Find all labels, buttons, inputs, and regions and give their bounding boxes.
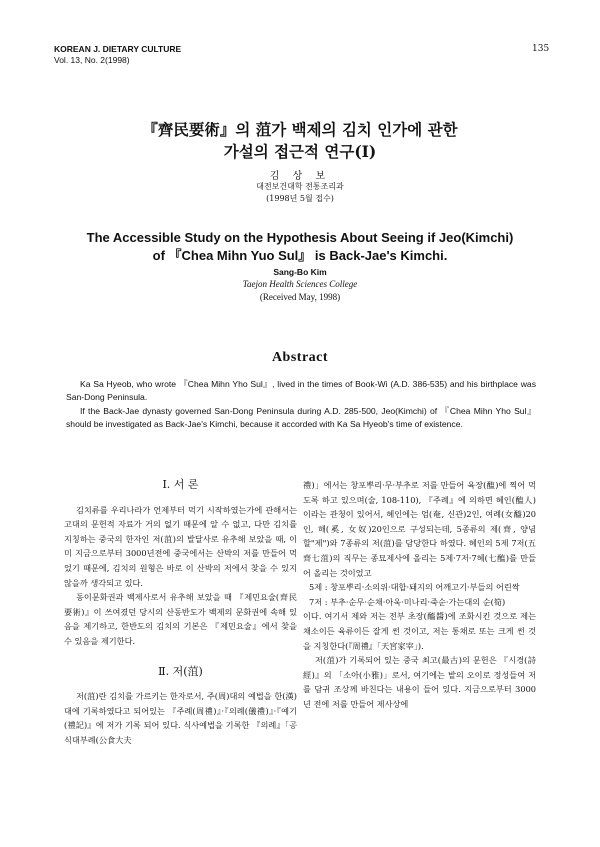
page-number: 135 [532,44,550,54]
list-item: 7저 : 부추·순무·순채·아욱·미나리·죽순·가는대의 순(筍) [309,596,506,607]
journal-volume: Vol. 13, No. 2(1998) [54,55,130,65]
abstract-paragraph-2: If the Back-Jae dynasty governed San-Dong Peninsula during A.D. 285-500, Jeo(Kimchi) of 『Chea Mihn Yho Sul』 should be investigated as Back-Jae's Kimchi, because it accorded with Ka Sa Hyeob's time of existence. [66,405,536,430]
body-paragraph: 동이문화권과 백제사로서 유추해 보았을 때 『제민요술(齊民要術)』이 쓰여졌던 당시의 산동반도가 백제의 문화권에 속해 있음을 제기하고, 한반도의 김치의 기본은 『제민요술』에서 찾을 수 있음을 제기한다. [64,592,297,646]
korean-affiliation: 대전보건대학 전통조리과 [256,182,344,191]
body-paragraph: 禮)」에서는 창포뿌리·무·부추로 저를 만들어 육장(醢)에 찍어 먹도록 하고 있으며(술, 108-110), 『주례』에 의하면 혜인(醢人)이라는 관청이 있어서, 혜인에는 엄(奄, 신관)2인, 여례(女醯)20인, 해(奚, 女奴)20인으로 구성되는데, 5종류의 제(齊, 양념할"제")와 7종류의 저(菹)를 담당한다 하였다. 혜인의 5제 7저(五齊七菹)의 직무는 종묘제사에 올리는 5제·7저·7혜(七醢)를 만들어 올리는 것이었고 [303,480,536,578]
abstract-paragraph-1: Ka Sa Hyeob, who wrote 『Chea Mihn Yho Sul』, lived in the times of Book-Wi (A.D. 386-535) and his birthplace was San-Dong Peninsula. [66,379,536,403]
korean-title-line2: 가설의 접근적 연구(Ⅰ) [223,142,377,161]
korean-received-date: (1998년 5월 접수) [266,194,334,203]
english-title-line2: of 『Chea Mihn Yuo Sul』 is Back-Jae's Kimchi. [152,248,448,263]
abstract-heading: Abstract [271,350,329,365]
korean-title [0,119,600,163]
english-author: Sang-Bo Kim [273,267,327,277]
left-column [64,478,297,748]
body-paragraph: 저(菹)가 기록되어 있는 중국 최고(最古)의 문헌은 『시경(詩經)』의 「소아(小雅)」로서, 여기에는 밭의 오이로 정성들여 저를 담귀 조상께 바친다는 내용이 들어 있다. 지금으로부터 3000년 전에 저를 만들어 제사상에 [303,655,536,709]
english-affiliation: Taejon Health Sciences College [242,279,358,289]
list-item: 5제 : 창포뿌리·소의위·대합·돼지의 어깨고기·부들의 어린싹 [309,582,520,593]
section-heading-jeo: Ⅱ. 저(菹) [158,664,203,678]
korean-author: 김 상 보 [269,171,331,182]
body-paragraph: 저(菹)란 김치를 가르키는 한자로서, 주(周)대의 예법을 한(漢)대에 기록하였다고 되어있는 『주례(周禮)』·『의례(儀禮)』·『예기(禮記)』에 저가 기록 되어 있다. 식사예법을 기록한 『의례』「공식대부례(公食大夫 [64,691,297,745]
abstract-body [66,378,536,432]
english-received-date: (Received May, 1998) [259,292,341,302]
journal-name: KOREAN J. DIETARY CULTURE [54,44,182,54]
right-column [303,478,536,712]
body-paragraph: 김치류를 우리나라가 언제부터 먹기 시작하였는가에 관해서는 고대의 문헌적 자료가 거의 없기 때문에 알 수 없고, 다만 김치를 지칭하는 중국의 한자인 저(菹)의 발달사로 유추해 보았을 때, 이미 지금으로부터 3000년전에 중국에서는 산박의 저를 만들어 먹었기 때문에, 김치의 원형은 바로 이 산박의 저에서 찾을 수 있지 않을까 생각되고 있다. [64,504,297,588]
english-title [0,229,600,265]
journal-header [54,44,181,66]
korean-title-line1: 『齊民要術』의 菹가 백제의 김치 인가에 관한 [142,120,458,139]
body-paragraph: 이다. 여기서 제와 저는 전부 초장(醯醬)에 조화시킨 것으로 제는 채소이든 육류이든 잘게 썬 것이고, 저는 통채로 또는 크게 썬 것을 지칭한다(『周禮』「天宮家宰」). [303,611,536,651]
section-heading-introduction: Ⅰ. 서 론 [162,478,199,491]
english-title-line1: The Accessible Study on the Hypothesis About Seeing if Jeo(Kimchi) [86,230,514,245]
